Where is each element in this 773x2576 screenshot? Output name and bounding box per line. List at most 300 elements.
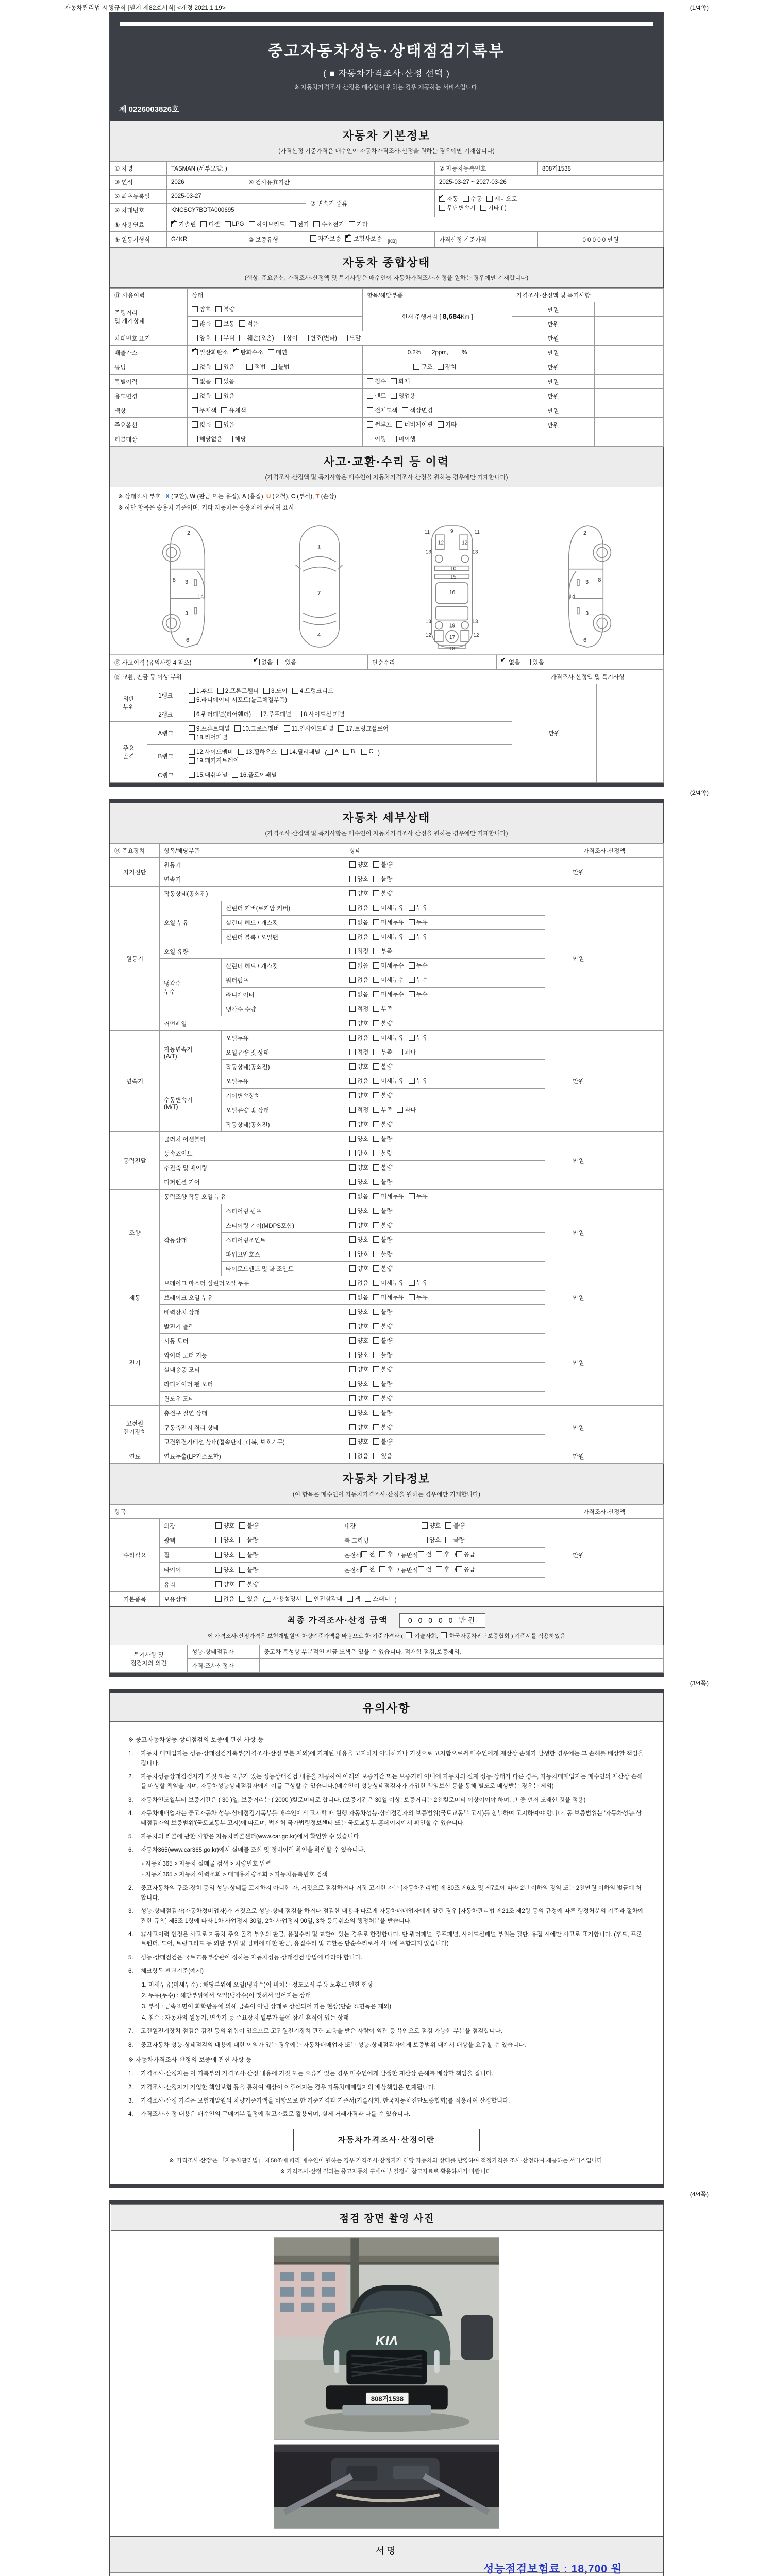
checkbox-label: 11.인사이드패널 bbox=[291, 726, 334, 732]
checkbox-없음[interactable] bbox=[349, 1279, 368, 1287]
checkbox-양호[interactable] bbox=[349, 1221, 368, 1229]
checkbox-미세누유[interactable] bbox=[373, 1293, 404, 1301]
text: 제동 bbox=[129, 1295, 141, 1301]
checkbox-해당없음[interactable] bbox=[192, 435, 222, 443]
opinion-group-label bbox=[110, 1645, 188, 1673]
checkbox-없음[interactable] bbox=[349, 918, 368, 926]
svg-text:13: 13 bbox=[472, 549, 478, 555]
checkbox-미세누유[interactable] bbox=[373, 1033, 404, 1042]
checkbox-양호[interactable] bbox=[349, 1019, 368, 1027]
checkbox-영업용[interactable] bbox=[391, 392, 415, 400]
checkbox-보통[interactable] bbox=[215, 319, 234, 328]
checkbox-부족[interactable] bbox=[373, 1106, 392, 1114]
rank1-items bbox=[184, 684, 512, 707]
checkbox-있음[interactable] bbox=[215, 420, 234, 429]
checkbox-적법[interactable] bbox=[246, 363, 265, 371]
checkbox-box bbox=[373, 977, 379, 983]
checkbox-양호[interactable] bbox=[349, 860, 368, 869]
checkbox-불량[interactable] bbox=[373, 1120, 392, 1128]
checkbox-렌트[interactable] bbox=[367, 392, 386, 400]
checkbox-label: 양호 bbox=[357, 876, 369, 883]
checkbox-네비게이션[interactable] bbox=[396, 420, 433, 429]
checkbox-전기[interactable] bbox=[290, 220, 309, 228]
checkbox-적정[interactable] bbox=[349, 1005, 368, 1013]
checkbox-box bbox=[373, 1352, 379, 1358]
checkbox-3.도어[interactable] bbox=[263, 687, 288, 695]
checkbox-미세누유[interactable] bbox=[373, 904, 404, 912]
checkbox-2.프론트휀더[interactable] bbox=[217, 687, 259, 695]
checkbox-이행[interactable] bbox=[367, 435, 386, 443]
sub-item-label bbox=[222, 973, 345, 988]
checkbox-양호[interactable] bbox=[349, 1149, 368, 1157]
text: 만원 bbox=[573, 1453, 584, 1460]
state-options bbox=[345, 1377, 545, 1392]
checkbox-사용설명서[interactable] bbox=[265, 1595, 301, 1603]
checkbox-label: 불량 bbox=[381, 1122, 393, 1128]
checkbox-불량[interactable] bbox=[373, 1423, 392, 1431]
checkbox-11.인사이드패널[interactable] bbox=[284, 724, 334, 733]
checkbox-가솔린[interactable] bbox=[171, 220, 196, 228]
checkbox-양호[interactable] bbox=[349, 1409, 368, 1417]
checkbox-하이브리드[interactable] bbox=[249, 220, 285, 228]
checkbox-무채색[interactable] bbox=[192, 406, 216, 414]
checkbox-미세누수[interactable] bbox=[373, 961, 404, 970]
checkbox-적음[interactable] bbox=[239, 319, 258, 328]
checkbox-기타[interactable] bbox=[438, 420, 457, 429]
checkbox-불량[interactable] bbox=[239, 1580, 258, 1588]
checkbox-LPG[interactable] bbox=[225, 221, 244, 227]
checkbox-불량[interactable] bbox=[373, 1409, 392, 1417]
detail-col-price bbox=[545, 844, 664, 858]
checkbox-17.트렁크플로어[interactable] bbox=[338, 724, 389, 733]
checkbox-19.패키지트레이[interactable] bbox=[189, 756, 239, 765]
checkbox-적정[interactable] bbox=[349, 1106, 368, 1114]
checkbox-불량[interactable] bbox=[373, 1149, 392, 1157]
checkbox-label: 없음 bbox=[357, 1078, 369, 1084]
cell bbox=[512, 302, 595, 317]
detail-col-state bbox=[345, 844, 545, 858]
checkbox-미세누수[interactable] bbox=[373, 990, 404, 998]
checkbox-양호[interactable] bbox=[349, 1091, 368, 1099]
checkbox-과다[interactable] bbox=[397, 1106, 416, 1114]
checkbox-안전삼각대[interactable] bbox=[306, 1595, 343, 1603]
checkbox-없음[interactable] bbox=[254, 658, 273, 666]
checkbox-label: 누유 bbox=[416, 1295, 428, 1301]
checkbox-과다[interactable] bbox=[397, 1048, 416, 1056]
remark-cell bbox=[612, 887, 664, 1031]
checkbox-있음[interactable] bbox=[215, 377, 234, 385]
checkbox-전[interactable] bbox=[418, 1550, 431, 1558]
checkbox-많음[interactable] bbox=[192, 319, 211, 328]
checkbox-engineer-society[interactable] bbox=[406, 1632, 412, 1638]
checkbox-미세누유[interactable] bbox=[373, 918, 404, 926]
detail-col-item bbox=[160, 844, 345, 858]
cell bbox=[595, 331, 664, 346]
checkbox-box bbox=[373, 1193, 379, 1199]
item-label bbox=[160, 1291, 345, 1305]
checkbox-양호[interactable] bbox=[349, 1178, 368, 1186]
checkbox-수동[interactable] bbox=[463, 195, 482, 203]
checkbox-불량[interactable] bbox=[373, 1250, 392, 1258]
checkbox-7.루프패널[interactable] bbox=[256, 710, 291, 718]
checkbox-label: 없음 bbox=[357, 905, 369, 911]
checkbox-있음[interactable] bbox=[525, 658, 544, 666]
checkbox-B,[interactable] bbox=[343, 749, 357, 755]
state-options bbox=[345, 1103, 545, 1117]
checkbox-box bbox=[397, 1049, 403, 1055]
checkbox-없음[interactable] bbox=[501, 658, 520, 666]
checkbox-불량[interactable] bbox=[215, 305, 234, 313]
checkbox-box bbox=[239, 320, 245, 327]
checkbox-없음[interactable] bbox=[192, 363, 211, 371]
checkbox-있음[interactable] bbox=[239, 1595, 258, 1603]
checkbox-없음[interactable] bbox=[349, 1033, 368, 1042]
checkbox-양호[interactable] bbox=[192, 305, 211, 313]
checkbox-누유[interactable] bbox=[409, 1279, 428, 1287]
state-options bbox=[345, 1305, 545, 1319]
checkbox-label: 해당없음 bbox=[199, 436, 223, 443]
checkbox-box bbox=[349, 221, 355, 227]
checkbox-box bbox=[189, 725, 195, 732]
checkbox-4.트렁크리드[interactable] bbox=[292, 687, 333, 695]
checkbox-label: 16.플로어패널 bbox=[240, 772, 277, 778]
checkbox-label: 미세누유 bbox=[381, 905, 404, 911]
checkbox-불량[interactable] bbox=[373, 1351, 392, 1359]
checkbox-미이행[interactable] bbox=[391, 435, 415, 443]
checkbox-없음[interactable] bbox=[349, 904, 368, 912]
checkbox-기타 ( )[interactable] bbox=[480, 204, 507, 212]
group-basic-items bbox=[110, 1592, 160, 1606]
checkbox-불량[interactable] bbox=[445, 1521, 464, 1530]
checkbox-양호[interactable] bbox=[349, 1250, 368, 1258]
checkbox-box bbox=[171, 221, 177, 227]
checkbox-부족[interactable] bbox=[373, 1005, 392, 1013]
checkbox-양호[interactable] bbox=[349, 1207, 368, 1215]
checkbox-불량[interactable] bbox=[373, 1235, 392, 1244]
checkbox-장치[interactable] bbox=[438, 363, 457, 371]
checkbox-유채색[interactable] bbox=[221, 406, 246, 414]
checkbox-양호[interactable] bbox=[349, 1264, 368, 1273]
checkbox-있음[interactable] bbox=[277, 658, 296, 666]
checkbox-label: 17.트렁크플로어 bbox=[346, 726, 389, 732]
checkbox-양호[interactable] bbox=[349, 1163, 368, 1172]
checkbox-누유[interactable] bbox=[409, 904, 428, 912]
checkbox-양호[interactable] bbox=[349, 1308, 368, 1316]
checkbox-불량[interactable] bbox=[239, 1566, 258, 1574]
checkbox-훼손(오손)[interactable] bbox=[239, 334, 274, 342]
checkbox-후[interactable] bbox=[379, 1550, 393, 1558]
item-label bbox=[160, 887, 345, 901]
checkbox-label: 부식 bbox=[223, 335, 235, 342]
checkbox-양호[interactable] bbox=[349, 889, 368, 897]
sub-item-label bbox=[222, 1060, 345, 1074]
checkbox-누유[interactable] bbox=[409, 918, 428, 926]
checkbox-수소전기[interactable] bbox=[313, 220, 344, 228]
checkbox-양호[interactable] bbox=[422, 1521, 441, 1530]
checkbox-탄화수소[interactable] bbox=[233, 348, 263, 357]
checkbox-불량[interactable] bbox=[373, 1019, 392, 1027]
checkbox-디젤[interactable] bbox=[200, 220, 220, 228]
checkbox-부족[interactable] bbox=[373, 1048, 392, 1056]
text: 클러치 어셈블리 bbox=[164, 1136, 206, 1143]
svg-text:8: 8 bbox=[597, 577, 601, 583]
checkbox-양호[interactable] bbox=[349, 1380, 368, 1388]
checkbox-후[interactable] bbox=[379, 1565, 393, 1573]
checkbox-불량[interactable] bbox=[373, 860, 392, 869]
checkbox-불량[interactable] bbox=[239, 1536, 258, 1544]
checkbox-세미오토[interactable] bbox=[486, 195, 517, 203]
checkbox-box bbox=[349, 919, 356, 925]
text: KNCSCY7BDTA000695 bbox=[171, 207, 234, 213]
checkbox-양호[interactable] bbox=[349, 1365, 368, 1374]
text: 누수 bbox=[164, 989, 176, 995]
checkbox-미세누유[interactable] bbox=[373, 1279, 404, 1287]
checkbox-8.사이드실 패널[interactable] bbox=[296, 710, 344, 718]
checkbox-없음[interactable] bbox=[349, 1293, 368, 1301]
checkbox-없음[interactable] bbox=[349, 976, 368, 984]
checkbox-누유[interactable] bbox=[409, 1077, 428, 1085]
checkbox-불량[interactable] bbox=[373, 1365, 392, 1374]
checkbox-label: 많음 bbox=[199, 321, 211, 327]
text: 현재 주행거리 [ bbox=[401, 314, 443, 320]
text: B랭크 bbox=[158, 754, 174, 760]
checkbox-양호[interactable] bbox=[215, 1566, 234, 1574]
checkbox-불량[interactable] bbox=[373, 1221, 392, 1229]
checkbox-양호[interactable] bbox=[192, 334, 211, 342]
checkbox-양호[interactable] bbox=[422, 1536, 441, 1544]
text: 실린더 헤드 / 개스킷 bbox=[226, 963, 278, 970]
checkbox-없음[interactable] bbox=[349, 990, 368, 998]
checkbox-없음[interactable] bbox=[349, 933, 368, 941]
checkbox-불량[interactable] bbox=[445, 1536, 464, 1544]
checkbox-응급[interactable] bbox=[456, 1550, 475, 1558]
checkbox-diagnosis-association[interactable] bbox=[441, 1632, 447, 1638]
remark-cell bbox=[612, 1031, 664, 1132]
checkbox-12.사이드멤버[interactable] bbox=[189, 748, 233, 756]
checkbox-누유[interactable] bbox=[409, 1192, 428, 1200]
checkbox-상이[interactable] bbox=[279, 334, 298, 342]
checkbox-일산화탄소[interactable] bbox=[192, 348, 228, 357]
checkbox-미세누유[interactable] bbox=[373, 1192, 404, 1200]
checkbox-도말[interactable] bbox=[342, 334, 361, 342]
checkbox-13.휠하우스[interactable] bbox=[238, 748, 277, 756]
checkbox-없음[interactable] bbox=[215, 1595, 234, 1603]
checkbox-침수[interactable] bbox=[367, 377, 386, 385]
checkbox-box bbox=[373, 876, 379, 882]
checkbox-6.쿼터패널(리어휀더)[interactable] bbox=[189, 710, 251, 718]
checkbox-보험사보증[interactable] bbox=[345, 234, 382, 243]
legend-desc: (교환), bbox=[171, 494, 190, 500]
checkbox-불량[interactable] bbox=[373, 1308, 392, 1316]
checkbox-양호[interactable] bbox=[349, 1062, 368, 1071]
checkbox-전[interactable] bbox=[361, 1565, 375, 1573]
checkbox-누유[interactable] bbox=[409, 933, 428, 941]
checkbox-무단변속기[interactable] bbox=[439, 204, 476, 212]
checkbox-양호[interactable] bbox=[215, 1521, 234, 1530]
section-basic-info bbox=[110, 121, 663, 161]
checkbox-불량[interactable] bbox=[373, 1163, 392, 1172]
checkbox-양호[interactable] bbox=[349, 1423, 368, 1431]
text: 1랭크 bbox=[158, 693, 173, 699]
checkbox-부식[interactable] bbox=[215, 334, 234, 342]
checkbox-누수[interactable] bbox=[409, 990, 428, 998]
cell bbox=[340, 1548, 545, 1563]
cell bbox=[545, 1519, 612, 1592]
checkbox-없음[interactable] bbox=[349, 1192, 368, 1200]
checkbox-불량[interactable] bbox=[373, 1062, 392, 1071]
notice-item-number: 4. bbox=[128, 1810, 133, 1817]
checkbox-해당[interactable] bbox=[227, 435, 246, 443]
checkbox-18.리어패널[interactable] bbox=[189, 733, 227, 741]
checkbox-없음[interactable] bbox=[349, 1452, 368, 1460]
checkbox-15.대쉬패널[interactable] bbox=[189, 771, 227, 779]
checkbox-box bbox=[227, 436, 233, 442]
text: 오일유량 및 상태 bbox=[226, 1049, 270, 1056]
checkbox-양호[interactable] bbox=[349, 1134, 368, 1143]
checkbox-label: 양호 bbox=[223, 1523, 235, 1529]
checkbox-없음[interactable] bbox=[349, 961, 368, 970]
checkbox-구조[interactable] bbox=[413, 363, 432, 371]
checkbox-불량[interactable] bbox=[373, 889, 392, 897]
checkbox-전[interactable] bbox=[418, 1565, 431, 1573]
checkbox-양호[interactable] bbox=[215, 1580, 234, 1588]
checkbox-누수[interactable] bbox=[409, 961, 428, 970]
item-label bbox=[160, 1392, 345, 1406]
checkbox-14.필러패널[interactable] bbox=[281, 748, 320, 756]
item-label bbox=[160, 1146, 345, 1161]
checkbox-불량[interactable] bbox=[373, 1380, 392, 1388]
checkbox-box bbox=[438, 364, 444, 370]
checkbox-있음[interactable] bbox=[215, 363, 234, 371]
checkbox-미세누수[interactable] bbox=[373, 976, 404, 984]
checkbox-불량[interactable] bbox=[373, 1336, 392, 1345]
checkbox-불량[interactable] bbox=[239, 1521, 258, 1530]
section-notice-title: 유의사항 bbox=[362, 1702, 411, 1715]
checkbox-양호[interactable] bbox=[349, 875, 368, 883]
checkbox-미세누유[interactable] bbox=[373, 1077, 404, 1085]
checkbox-label: 누유 bbox=[416, 920, 428, 926]
checkbox-불량[interactable] bbox=[373, 1178, 392, 1186]
detail-state-table bbox=[110, 843, 663, 1464]
text: 작동상태(공회전) bbox=[164, 891, 208, 897]
table-row bbox=[110, 176, 664, 190]
checkbox-불량[interactable] bbox=[373, 1091, 392, 1099]
checkbox-화재[interactable] bbox=[391, 377, 410, 385]
checkbox-box bbox=[373, 962, 379, 969]
checkbox-불량[interactable] bbox=[373, 1207, 392, 1215]
checkbox-미세누유[interactable] bbox=[373, 933, 404, 941]
checkbox-label: 썬루프 bbox=[375, 422, 392, 428]
checkbox-있음[interactable] bbox=[373, 1452, 392, 1460]
checkbox-양호[interactable] bbox=[349, 1351, 368, 1359]
checkbox-1.후드[interactable] bbox=[189, 687, 213, 695]
checkbox-box bbox=[361, 749, 367, 755]
checkbox-전[interactable] bbox=[361, 1550, 375, 1558]
svg-text:3: 3 bbox=[184, 610, 188, 617]
notice-item-text: 가격조사·산정자가 가입한 책임보험 등을 통하여 배상이 이루어지는 경우 자동차매매업자의 배상책임은 면제됩니다. bbox=[141, 2084, 436, 2091]
checkbox-응급[interactable] bbox=[456, 1565, 475, 1573]
item-label bbox=[160, 1031, 222, 1074]
text: 룸 크리닝 bbox=[344, 1537, 369, 1544]
row-special-item bbox=[363, 375, 512, 389]
checkbox-양호[interactable] bbox=[349, 1120, 368, 1128]
checkbox-양호[interactable] bbox=[349, 1235, 368, 1244]
checkbox-10.크로스멤버[interactable] bbox=[234, 724, 279, 733]
checkbox-누유[interactable] bbox=[409, 1033, 428, 1042]
checkbox-A[interactable] bbox=[327, 749, 339, 755]
checkbox-없음[interactable] bbox=[192, 377, 211, 385]
checkbox-후[interactable] bbox=[436, 1565, 449, 1573]
checkbox-있음[interactable] bbox=[215, 392, 234, 400]
checkbox-양호[interactable] bbox=[215, 1536, 234, 1544]
text: 추진축 및 베어링 bbox=[164, 1165, 208, 1172]
accident-history-label bbox=[110, 655, 249, 670]
notice-sub-item: 3. 부식 : 금속표면이 화학반응에 의해 금속이 아닌 상태로 상실되어 가는 현상(단순 표면녹은 제외) bbox=[142, 2004, 392, 2010]
checkbox-잭[interactable] bbox=[347, 1595, 360, 1603]
checkbox-적정[interactable] bbox=[349, 1048, 368, 1056]
sub-item-label bbox=[222, 959, 345, 973]
checkbox-썬루프[interactable] bbox=[367, 420, 392, 429]
checkbox-색상변경[interactable] bbox=[402, 406, 432, 414]
checkbox-C[interactable] bbox=[361, 749, 373, 755]
text: TASMAN (세부모델: ) bbox=[171, 166, 227, 172]
checkbox-box bbox=[422, 1522, 428, 1529]
checkbox-5.라디에이터 서포트(볼트체결부품)[interactable] bbox=[189, 696, 287, 704]
checkbox-불량[interactable] bbox=[373, 1394, 392, 1402]
checkbox-16.플로어패널[interactable] bbox=[232, 771, 277, 779]
checkbox-양호[interactable] bbox=[349, 1437, 368, 1446]
checkbox-label: 수소전기 bbox=[321, 222, 344, 228]
checkbox-누수[interactable] bbox=[409, 976, 428, 984]
checkbox-불법[interactable] bbox=[271, 363, 290, 371]
checkbox-불량[interactable] bbox=[373, 875, 392, 883]
checkbox-적정[interactable] bbox=[349, 947, 368, 955]
text: 골격 bbox=[123, 753, 135, 760]
checkbox-label: 불량 bbox=[381, 1324, 393, 1330]
text: ② 자동차등록번호 bbox=[439, 166, 486, 172]
checkbox-양호[interactable] bbox=[349, 1336, 368, 1345]
checkbox-변조(변타)[interactable] bbox=[303, 334, 337, 342]
sub-item-label bbox=[222, 1218, 345, 1233]
item-label bbox=[160, 872, 345, 887]
checkbox-누유[interactable] bbox=[409, 1293, 428, 1301]
checkbox-자가보증[interactable] bbox=[310, 234, 341, 243]
checkbox-불량[interactable] bbox=[373, 1264, 392, 1273]
checkbox-label: 잭 bbox=[355, 1596, 361, 1602]
checkbox-부족[interactable] bbox=[373, 947, 392, 955]
checkbox-후[interactable] bbox=[436, 1550, 449, 1558]
checkbox-불량[interactable] bbox=[373, 1134, 392, 1143]
checkbox-기타[interactable] bbox=[349, 220, 368, 228]
checkbox-양호[interactable] bbox=[215, 1551, 234, 1559]
svg-text:12: 12 bbox=[438, 540, 444, 546]
checkbox-양호[interactable] bbox=[349, 1322, 368, 1330]
checkbox-없음[interactable] bbox=[192, 420, 211, 429]
checkbox-불량[interactable] bbox=[239, 1551, 258, 1559]
checkbox-불량[interactable] bbox=[373, 1322, 392, 1330]
checkbox-스패너[interactable] bbox=[365, 1595, 390, 1603]
checkbox-없음[interactable] bbox=[192, 392, 211, 400]
legend-code-T: T bbox=[315, 494, 321, 500]
cell bbox=[512, 418, 595, 432]
checkbox-전체도색[interactable] bbox=[367, 406, 397, 414]
checkbox-9.프론트패널[interactable] bbox=[189, 724, 230, 733]
checkbox-불량[interactable] bbox=[373, 1437, 392, 1446]
checkbox-없음[interactable] bbox=[349, 1077, 368, 1085]
checkbox-자동[interactable] bbox=[439, 195, 458, 203]
checkbox-매연[interactable] bbox=[268, 348, 287, 357]
checkbox-양호[interactable] bbox=[349, 1394, 368, 1402]
